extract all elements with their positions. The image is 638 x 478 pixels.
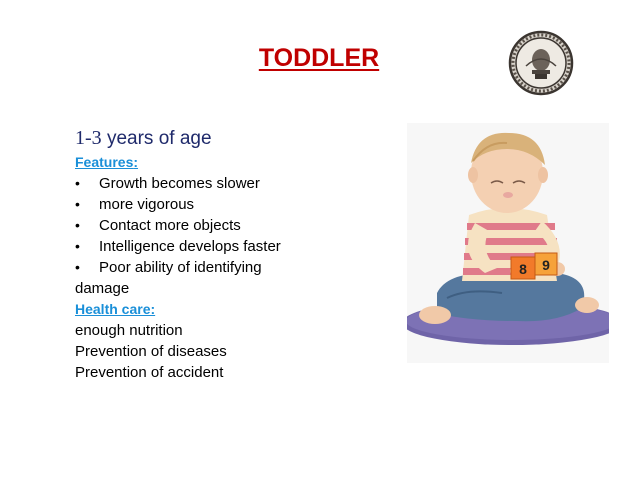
- bullet-icon: •: [75, 175, 80, 191]
- number-blocks: [511, 253, 557, 279]
- feature-text-continuation: damage: [75, 280, 130, 297]
- institution-seal-icon: [508, 30, 574, 96]
- features-heading: [75, 152, 395, 173]
- health-care-item: Prevention of diseases: [75, 343, 227, 360]
- list-item: [75, 236, 395, 257]
- features-heading-text: Features: [75, 154, 134, 170]
- health-care-heading-text: Health care: [75, 301, 151, 317]
- age-range: [75, 126, 395, 151]
- bullet-icon: •: [75, 259, 80, 275]
- block-digit-left: 8: [519, 261, 527, 277]
- feature-text: Growth becomes slower: [99, 175, 260, 192]
- health-care-heading: [75, 299, 395, 320]
- bullet-icon: •: [75, 196, 80, 212]
- age-suffix: years of age: [101, 128, 212, 149]
- bullet-icon: •: [75, 238, 80, 254]
- block-digit-right: 9: [542, 257, 550, 273]
- health-care-heading-colon: :: [150, 301, 156, 317]
- slide-title: TODDLER: [258, 44, 380, 72]
- list-item: [75, 173, 395, 194]
- health-care-item: enough nutrition: [75, 322, 183, 339]
- feature-text: Poor ability of identifying: [99, 259, 262, 276]
- health-care-item: Prevention of accident: [75, 364, 224, 381]
- bullet-icon: •: [75, 217, 80, 233]
- feature-text: more vigorous: [99, 196, 195, 213]
- list-item: [75, 194, 395, 215]
- list-item: [75, 215, 395, 236]
- content-block: [75, 126, 395, 383]
- features-heading-colon: :: [133, 154, 139, 170]
- feature-text: Contact more objects: [99, 217, 241, 234]
- age-number: 1-3: [75, 127, 102, 149]
- toddler-photo: [407, 123, 609, 363]
- toddler-illustration: [407, 123, 609, 363]
- list-item-wrapped: [75, 257, 395, 299]
- feature-text: Intelligence develops faster: [99, 238, 281, 255]
